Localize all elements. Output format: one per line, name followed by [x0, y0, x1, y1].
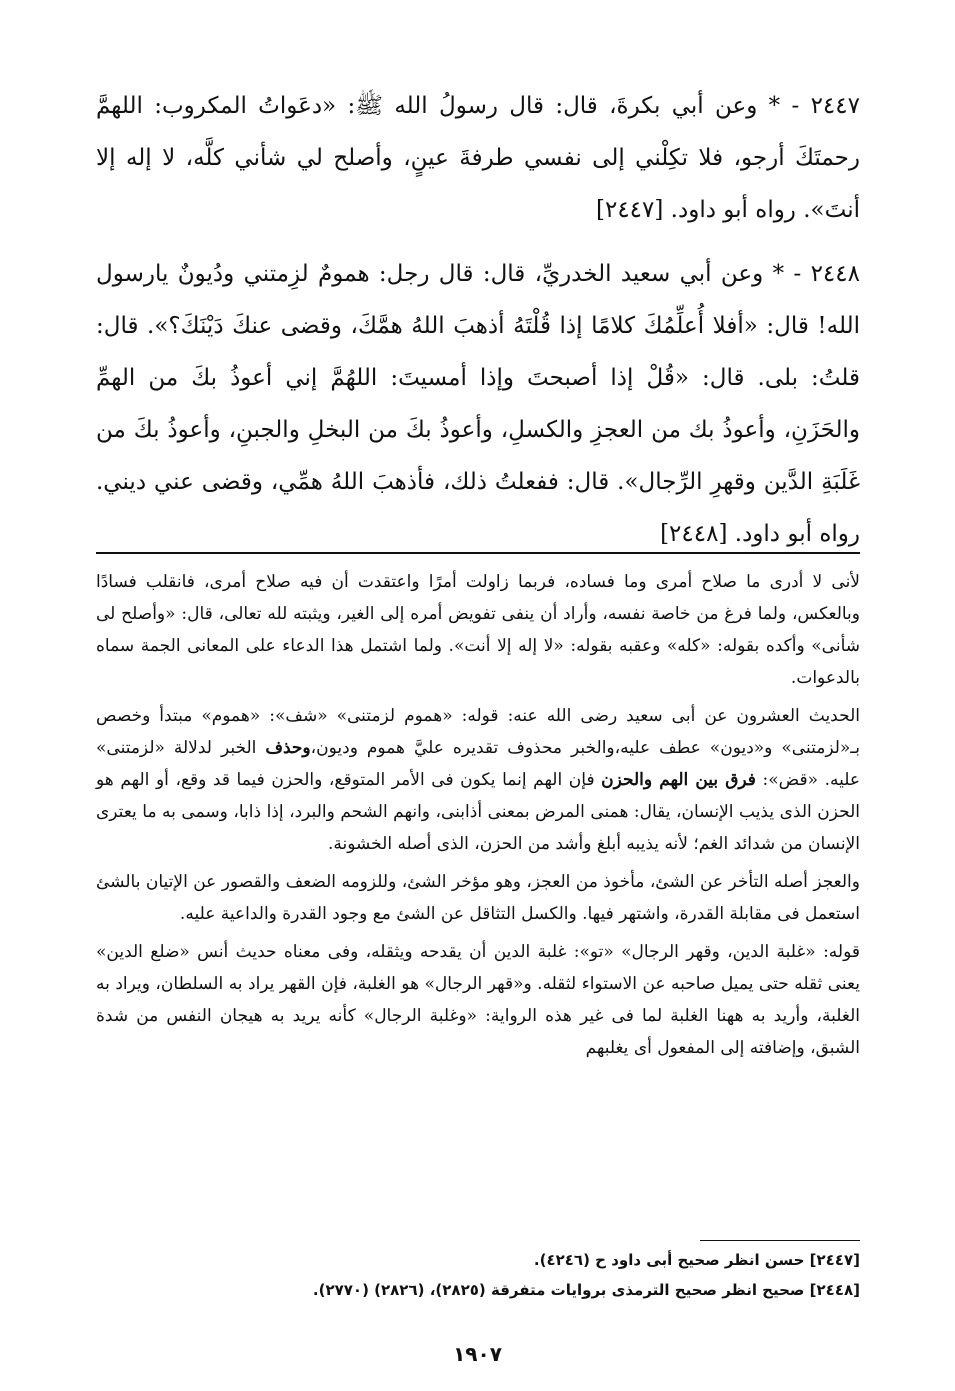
commentary — [96, 566, 860, 1070]
footnote-2448: [٢٤٤٨] صحيح انظر صحيح الترمذى بروايات متفرقة (٢٨٢٥)، (٢٨٢٦) (٢٧٧٠). — [312, 1281, 860, 1299]
commentary-p2-part-e: فإن الهم إنما يكون فى الأمر المتوقع، والحزن فيما قد وقع، أو الهم هو الحزن الذى يذيب الإنسان، يقال: همنى المرض بمعنى أذابنى، وانهم الشحم والبرد، إذا ذابا، وسمى به ما يعترى الإنسان من شدائد الغم؛ لأنه يذيبه أبلغ وأشد من الحزن، الذى أصله الخشونة. — [96, 770, 860, 854]
commentary-p2-part-c: الخبر لدلالة «لزمتنى» عليه. «قض»: — [96, 738, 860, 790]
footnote-2447: [٢٤٤٧] حسن انظر صحيح أبى داود ح (٤٢٤٦). — [533, 1251, 860, 1269]
separator-rule — [96, 552, 860, 554]
footnotes — [96, 1245, 860, 1305]
commentary-paragraph-3: والعجز أصله التأخر عن الشئ، مأخوذ من العجز، وهو مؤخر الشئ، وللزومه الضعف والقصور عن الإتيان بالشئ استعمل فى مقابلة القدرة، واشتهر فيها. والكسل التثاقل عن الشئ مع وجود القدرة والداعية عليه. — [96, 872, 860, 924]
hadith-2448: ٢٤٤٨ - * وعن أبي سعيد الخدريِّ، قال: قال رجل: همومٌ لزِمتني ودُيونٌ يارسول الله! قال: «أفلا أُعلِّمُكَ كلامًا إذا قُلْتَهُ أذهبَ اللهُ همَّكَ، وقضى عنكَ دَيْنَكَ؟». قال: قلتُ: بلى. قال: «قُلْ إذا أصبحتَ وإذا أمسيتَ: اللهُمَّ إني أعوذُ بكَ من الهمِّ والحَزَنِ، وأعوذُ بك من العجزِ والكسلِ، وأعوذُ بكَ من البخلِ والجبنِ، وأعوذُ بكَ من غَلَبَةِ الدَّين وقهرِ الرِّجال». قال: ففعلتُ ذلك، فأذهبَ اللهُ همِّي، وقضى عني ديني. رواه أبو داود. [٢٤٤٨] — [96, 261, 860, 547]
page-number: ١٩٠٧ — [453, 1342, 502, 1366]
commentary-p2-bold-1: وحذف — [265, 738, 311, 758]
footnote-rule — [700, 1240, 860, 1241]
commentary-paragraph-2 — [96, 700, 860, 860]
commentary-p2-bold-2: فرق بين الهم والحزن — [601, 770, 756, 790]
hadith-2447: ٢٤٤٧ - * وعن أبي بكرةَ، قال: قال رسولُ الله ﷺ: «دعَواتُ المكروب: اللهمَّ رحمتَكَ أرجو، فلا تكِلْني إلى نفسي طرفةَ عينٍ، وأصلح لي شأني كلَّه، لا إله إلا أنتَ». رواه أبو داود. [٢٤٤٧] — [96, 93, 860, 223]
commentary-paragraph-4: قوله: «غلبة الدين، وقهر الرجال» «تو»: غلبة الدين أن يقدحه ويثقله، وفى معناه حديث أنس «ضلع الدين» يعنى ثقله حتى يميل صاحبه عن الاستواء لثقله. و«قهر الرجال» هو الغلبة، فإن القهر يراد به السلطان، ويراد به الغلبة، وأريد به ههنا الغلبة لما فى غير هذه الرواية: «وغلبة الرجال» كأنه يريد به هيجان النفس من شدة الشبق، وإضافته إلى المفعول أى يغلبهم — [96, 942, 860, 1058]
commentary-p2-part-a: الحديث العشرون عن أبى سعيد رضى الله عنه: قوله: «هموم لزمتنى» «شف»: «هموم» مبتدأ وخصص بـ«لزمتنى» و«ديون» عطف عليه،والخبر محذوف تقديره عليَّ هموم وديون، — [96, 706, 860, 758]
main-text — [96, 80, 860, 572]
commentary-paragraph-1: لأنى لا أدرى ما صلاح أمرى وما فساده، فربما زاولت أمرًا واعتقدت أن فيه صلاح أمرى، فانقلب فسادًا وبالعكس، ولما فرغ من خاصة نفسه، وأراد أن ينفى تفويض أمره إلى الغير، ويثبته لله تعالى، قال: «وأصلح لى شأنى» وأكده بقوله: «كله» وعقبه بقوله: «لا إله إلا أنت». ولما اشتمل هذا الدعاء على المعانى الجمة سماه بالدعوات. — [96, 572, 860, 688]
